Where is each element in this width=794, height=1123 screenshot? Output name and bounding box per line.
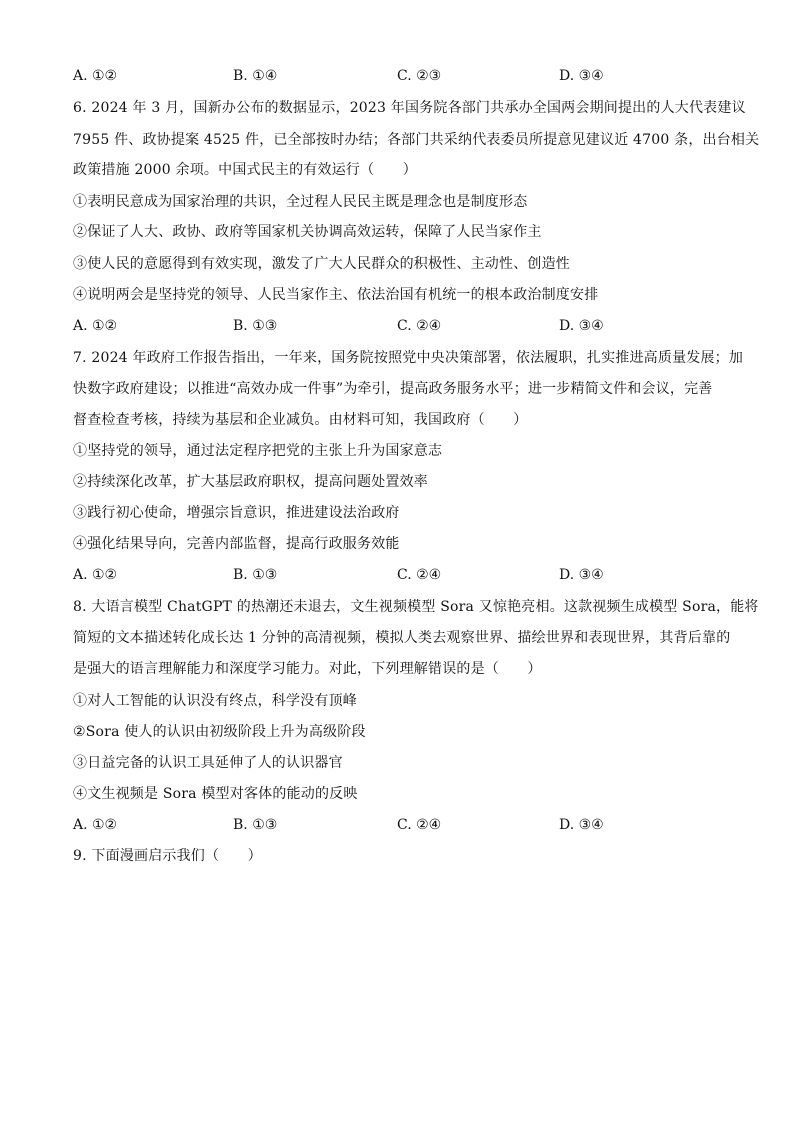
q7-stem-line-2: 快数字政府建设；以推进“高效办成一件事”为牵引，提高政务服务水平；进一步精简文件和会议，完善 [73, 381, 713, 397]
q8-options [73, 815, 733, 835]
q5-option-c: C. ②③ [397, 68, 442, 84]
q8-option-b: B. ①③ [233, 817, 278, 833]
q6-item-1: ①表明民意成为国家治理的共识，全过程人民民主既是理念也是制度形态 [73, 194, 528, 210]
q6-option-d: D. ③④ [559, 318, 604, 334]
q7-item-4: ④强化结果导向，完善内部监督，提高行政服务效能 [73, 536, 400, 552]
q8-stem-line-3: 是强大的语言理解能力和深度学习能力。对此，下列理解错误的是（ ） [73, 661, 542, 677]
q8-item-3: ③日益完备的认识工具延伸了人的认识器官 [73, 755, 343, 771]
q8-item-1: ①对人工智能的认识没有终点，科学没有顶峰 [73, 693, 357, 709]
q7-item-3: ③践行初心使命，增强宗旨意识，推进建设法治政府 [73, 505, 400, 521]
q6-stem-line-3: 政策措施 2000 余项。中国式民主的有效运行（ ） [73, 162, 417, 178]
q8-item-4: ④文生视频是 Sora 模型对客体的能动的反映 [73, 786, 358, 802]
q7-option-a: A. ①② [73, 567, 118, 583]
q6-stem-line-1: 6. 2024 年 3 月，国新办公布的数据显示，2023 年国务院各部门共承办全国两会期间提出的人大代表建议 [73, 100, 746, 116]
q5-option-b: B. ①④ [233, 68, 278, 84]
q6-item-4: ④说明两会是坚持党的领导、人民当家作主、依法治国有机统一的根本政治制度安排 [73, 287, 599, 303]
q8-option-a: A. ①② [73, 817, 118, 833]
q5-option-d: D. ③④ [559, 68, 604, 84]
q7-stem-line-1: 7. 2024 年政府工作报告指出，一年来，国务院按照党中央决策部署，依法履职，扎实推进高质量发展；加 [73, 350, 744, 366]
q5-options [73, 66, 733, 86]
q6-option-a: A. ①② [73, 318, 118, 334]
q8-option-d: D. ③④ [559, 817, 604, 833]
q7-options [73, 565, 733, 585]
q8-item-2: ②Sora 使人的认识由初级阶段上升为高级阶段 [73, 724, 366, 740]
q8-stem-line-1: 8. 大语言模型 ChatGPT 的热潮还未退去，文生视频模型 Sora 又惊艳亮相。这款视频生成模型 Sora，能将 [73, 599, 759, 615]
q8-stem-line-2: 简短的文本描述转化成长达 1 分钟的高清视频，模拟人类去观察世界、描绘世界和表现世界，其背后靠的 [73, 630, 731, 646]
q7-item-1: ①坚持党的领导，通过法定程序把党的主张上升为国家意志 [73, 443, 443, 459]
q6-option-c: C. ②④ [397, 318, 442, 334]
q7-stem-line-3: 督查检查考核，持续为基层和企业减负。由材料可知，我国政府（ ） [73, 412, 528, 428]
q6-stem-line-2: 7955 件、政协提案 4525 件，已全部按时办结；各部门共采纳代表委员所提意见建议近 4700 条，出台相关 [73, 132, 760, 148]
q7-option-d: D. ③④ [559, 567, 604, 583]
q6-item-3: ③使人民的意愿得到有效实现，激发了广大人民群众的积极性、主动性、创造性 [73, 256, 570, 272]
q9-stem: 9. 下面漫画启示我们（ ） [73, 848, 262, 864]
q6-options [73, 316, 733, 336]
q7-option-b: B. ①③ [233, 567, 278, 583]
q6-option-b: B. ①③ [233, 318, 278, 334]
q6-item-2: ②保证了人大、政协、政府等国家机关协调高效运转，保障了人民当家作主 [73, 224, 542, 240]
q5-option-a: A. ①② [73, 68, 118, 84]
q7-item-2: ②持续深化改革，扩大基层政府职权，提高问题处置效率 [73, 474, 428, 490]
q7-option-c: C. ②④ [397, 567, 442, 583]
q8-option-c: C. ②④ [397, 817, 442, 833]
